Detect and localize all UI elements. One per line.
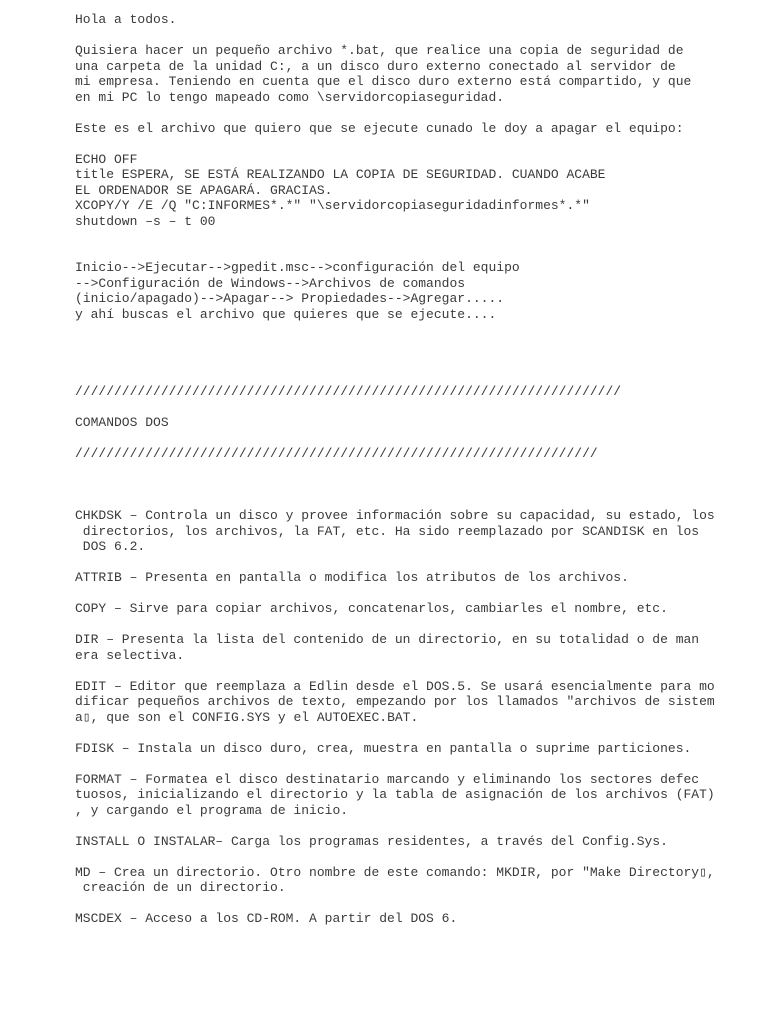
greeting-text: Hola a todos. xyxy=(75,12,177,27)
question-paragraph: Quisiera hacer un pequeño archivo *.bat, que realice una copia de seguridad de una carpeta de la unidad C:, a un disco duro externo conectado al servidor de mi empresa. Teniendo en cuenta que el disco duro externo está compartido, y que en mi PC lo tengo mapeado como \servidorcopiaseguridad. xyxy=(75,43,692,105)
separator-line-bottom: /////////////////////////////////////////////////////////////////// xyxy=(75,446,598,461)
intro-code-paragraph: Este es el archivo que quiero que se ejecute cunado le doy a apagar el equipo: xyxy=(75,120,684,136)
command-format: FORMAT – Formatea el disco destinatario marcando y eliminando los sectores defec tuosos, inicializando el directorio y la tabla de asignación de los archivos (FAT) , y cargando el programa de inicio. xyxy=(75,771,715,818)
command-attrib: ATTRIB – Presenta en pantalla o modifica los atributos de los archivos. xyxy=(75,570,629,585)
answer-instructions: Inicio-->Ejecutar-->gpedit.msc-->configuración del equipo -->Configuración de Windows-->Archivos de comandos (inicio/apagado)-->Apagar--> Propiedades-->Agregar..... y ahí buscas el archivo que quieres que se ejecute.... xyxy=(75,260,520,322)
command-md: MD – Crea un directorio. Otro nombre de este comando: MKDIR, por "Make Directory▯, creación de un directorio. xyxy=(75,864,715,895)
batch-code-block: ECHO OFF title ESPERA, SE ESTÁ REALIZANDO LA COPIA DE SEGURIDAD. CUANDO ACABE EL ORDENADOR SE APAGARÁ. GRACIAS. XCOPY/Y /E /Q "C:INFORMES*.*" "\servidorcopiaseguridadinformes*.*" shutdown –s – t 00 xyxy=(75,151,606,229)
command-fdisk: FDISK – Instala un disco duro, crea, muestra en pantalla o suprime particiones. xyxy=(75,740,692,756)
command-edit: EDIT – Editor que reemplaza a Edlin desde el DOS.5. Se usará esencialmente para mo dificar pequeños archivos de texto, empezando por los llamados "archivos de sistem a▯, que son el CONFIG.SYS y el AUTOEXEC.BAT. xyxy=(75,678,715,725)
command-chkdsk: CHKDSK – Controla un disco y provee información sobre su capacidad, su estado, los directorios, los archivos, la FAT, etc. Ha sido reemplazado por SCANDISK en los DOS 6.2. xyxy=(75,508,715,554)
command-copy: COPY – Sirve para copiar archivos, concatenarlos, cambiarles el nombre, etc. xyxy=(75,601,668,616)
command-dir: DIR – Presenta la lista del contenido de un directorio, en su totalidad o de man era selectiva. xyxy=(75,632,700,663)
separator-line-top: ////////////////////////////////////////////////////////////////////// xyxy=(75,384,622,399)
document-page xyxy=(75,12,755,927)
section-heading-comandos-dos: COMANDOS DOS xyxy=(75,415,169,430)
command-mscdex: MSCDEX – Acceso a los CD-ROM. A partir del DOS 6. xyxy=(75,911,458,926)
command-install: INSTALL O INSTALAR– Carga los programas residentes, a través del Config.Sys. xyxy=(75,833,668,849)
